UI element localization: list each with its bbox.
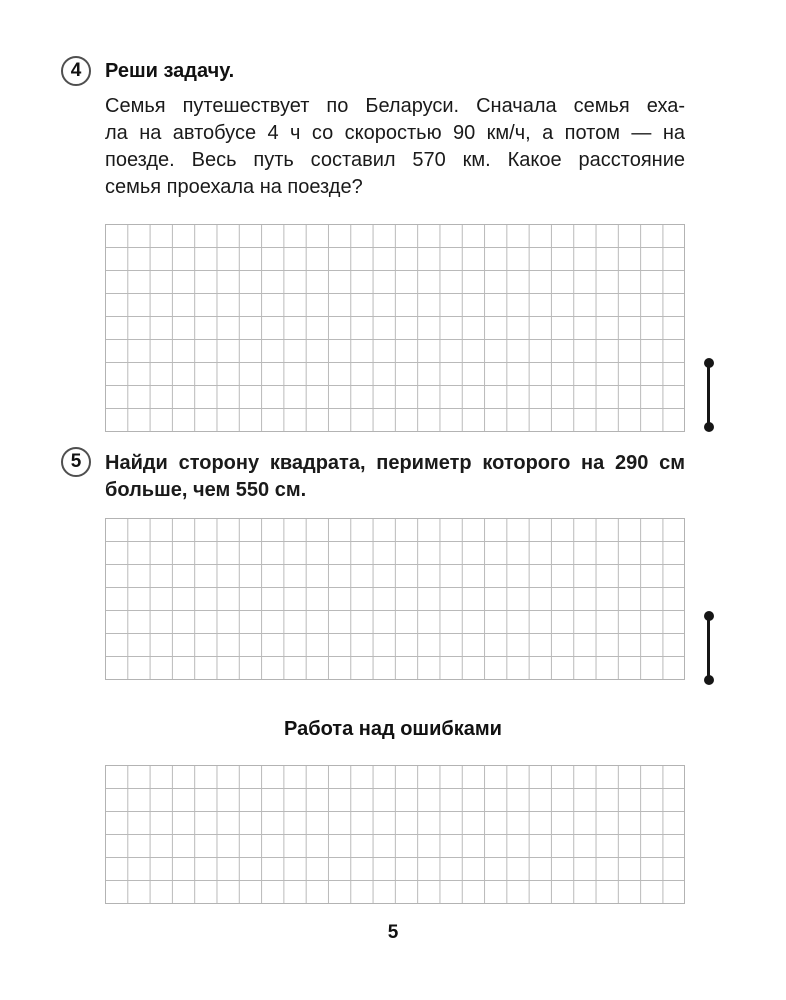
task-5-answer-grid	[105, 518, 685, 680]
task-4-number: 4	[70, 60, 82, 81]
task-4-text-line: поезде. Весь путь составил 570 км. Какое расстояние	[105, 149, 685, 171]
task-4-number-badge	[61, 56, 91, 86]
task-4-text-line: ла на автобусе 4 ч со скоростью 90 км/ч, а потом — на	[105, 122, 685, 144]
section-heading: Работа над ошибками	[284, 718, 502, 740]
task-5-title-line: Найди сторону квадрата, периметр которого на 290 см	[105, 452, 685, 474]
page-number: 5	[387, 922, 399, 943]
task-5-number-badge	[61, 447, 91, 477]
task-5-title-line: больше, чем 550 см.	[105, 479, 307, 501]
mistakes-answer-grid	[105, 765, 685, 904]
margin-marker-icon	[707, 615, 710, 681]
task-4-title: Реши задачу.	[105, 60, 235, 82]
task-5-number: 5	[70, 451, 82, 472]
task-4-text-line: семья проехала на поезде?	[105, 176, 363, 198]
margin-marker-icon	[707, 362, 710, 428]
task-4-text-line: Семья путешествует по Беларуси. Сначала семья еха-	[105, 95, 685, 117]
task-4-answer-grid	[105, 224, 685, 432]
